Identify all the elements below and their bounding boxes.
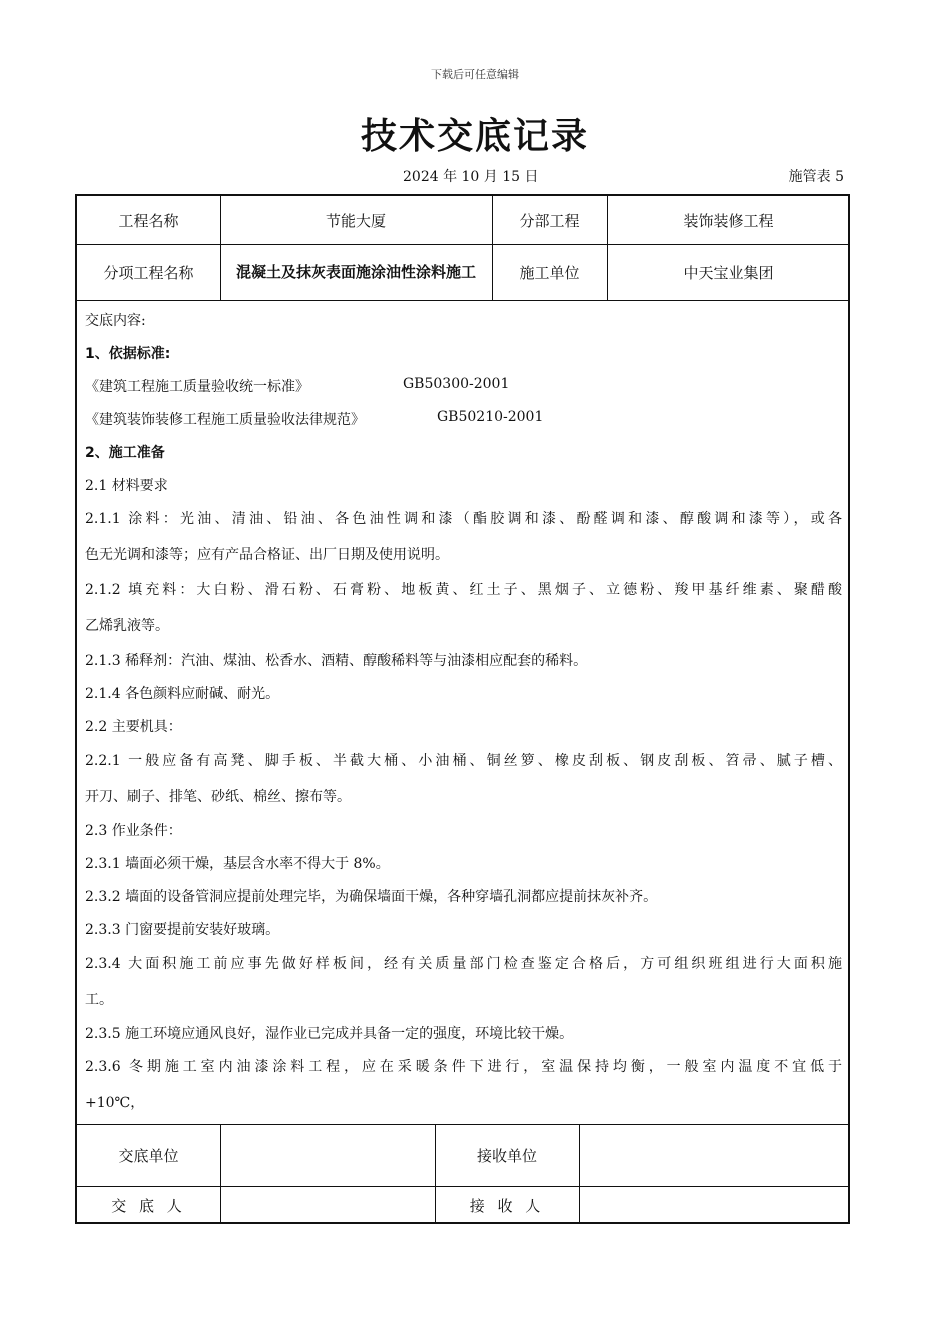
paragraph-line: 2.3 作业条件： (85, 823, 182, 839)
paragraph-line: 2.3.6 冬期施工室内油漆涂料工程，应在采暖条件下进行，室温保持均衡，一般室内温度不宜低于 (85, 1059, 842, 1075)
paragraph-line: 2.1 材料要求 (85, 478, 168, 494)
content-intro: 交底内容: (85, 313, 146, 329)
issuer-unit-label: 交底单位 (118, 1146, 179, 1165)
subitem-label: 分项工程名称 (103, 263, 194, 282)
paragraph-line: +10℃， (85, 1095, 145, 1111)
issuer-person-field[interactable] (220, 1186, 435, 1224)
record-table (75, 194, 850, 1224)
receiver-unit-label: 接收单位 (476, 1146, 537, 1165)
paragraph-line: 2.1.2 填充料：大白粉、滑石粉、石膏粉、地板黄、红土子、黑烟子、立德粉、羧甲基纤维素、聚醋酸 (85, 582, 842, 598)
paragraph-line: 2.3.2 墙面的设备管洞应提前处理完毕，为确保墙面干燥，各种穿墙孔洞都应提前抹灰补齐。 (85, 889, 658, 905)
top-note: 下载后可任意编辑 (431, 68, 519, 81)
row-divider (77, 300, 848, 301)
paragraph-line: 色无光调和漆等；应有产品合格证、出厂日期及使用说明。 (85, 547, 449, 563)
standard-name: 《建筑工程施工质量验收统一标准》 (85, 379, 309, 395)
standard-code: GB50210-2001 (437, 409, 544, 425)
issuer-unit-field[interactable] (220, 1124, 435, 1186)
page-title: 技术交底记录 (360, 116, 589, 157)
division-value: 装饰装修工程 (683, 211, 774, 230)
section-heading: 1、依据标准: (85, 346, 171, 362)
paragraph-line: 乙烯乳液等。 (85, 618, 169, 634)
paragraph-line: 2.3.4 大面积施工前应事先做好样板间，经有关质量部门检查鉴定合格后，方可组织班组进行大面积施 (85, 956, 842, 972)
record-date: 2024 年 10 月 15 日 (403, 169, 539, 185)
contractor-value: 中天宝业集团 (683, 263, 774, 282)
standard-code: GB50300-2001 (403, 376, 510, 392)
form-number: 施管表 5 (788, 169, 844, 185)
subitem-value: 混凝土及抹灰表面施涂油性涂料施工 (235, 263, 476, 281)
paragraph-line: 开刀、刷子、排笔、砂纸、棉丝、擦布等。 (85, 789, 351, 805)
section-heading: 2、施工准备 (85, 445, 165, 461)
receiver-person-label: 接 收 人 (469, 1196, 545, 1215)
standard-name: 《建筑装饰装修工程施工质量验收法律规范》 (85, 412, 365, 428)
paragraph-line: 2.3.5 施工环境应通风良好，湿作业已完成并具备一定的强度，环境比较干燥。 (85, 1026, 574, 1042)
project-name-label: 工程名称 (118, 211, 179, 230)
paragraph-line: 2.2.1 一般应备有高凳、脚手板、半截大桶、小油桶、铜丝箩、橡皮刮板、钢皮刮板、笤帚、腻子槽、 (85, 753, 842, 769)
receiver-unit-field[interactable] (579, 1124, 850, 1186)
paragraph-line: 工。 (85, 992, 113, 1008)
project-name-value: 节能大厦 (325, 211, 386, 230)
issuer-person-label: 交 底 人 (111, 1196, 186, 1215)
contractor-label: 施工单位 (519, 263, 580, 282)
paragraph-line: 2.1.1 涂料：光油、清油、铅油、各色油性调和漆（酯胶调和漆、酚醛调和漆、醇酸调和漆等），或各 (85, 511, 842, 527)
paragraph-line: 2.3.1 墙面必须干燥，基层含水率不得大于 8%。 (85, 856, 390, 872)
receiver-person-field[interactable] (579, 1186, 850, 1224)
division-label: 分部工程 (519, 211, 580, 230)
paragraph-line: 2.1.4 各色颜料应耐碱、耐光。 (85, 686, 280, 702)
paragraph-line: 2.2 主要机具： (85, 719, 182, 735)
paragraph-line: 2.3.3 门窗要提前安装好玻璃。 (85, 922, 280, 938)
paragraph-line: 2.1.3 稀释剂：汽油、煤油、松香水、酒精、醇酸稀料等与油漆相应配套的稀料。 (85, 653, 588, 669)
